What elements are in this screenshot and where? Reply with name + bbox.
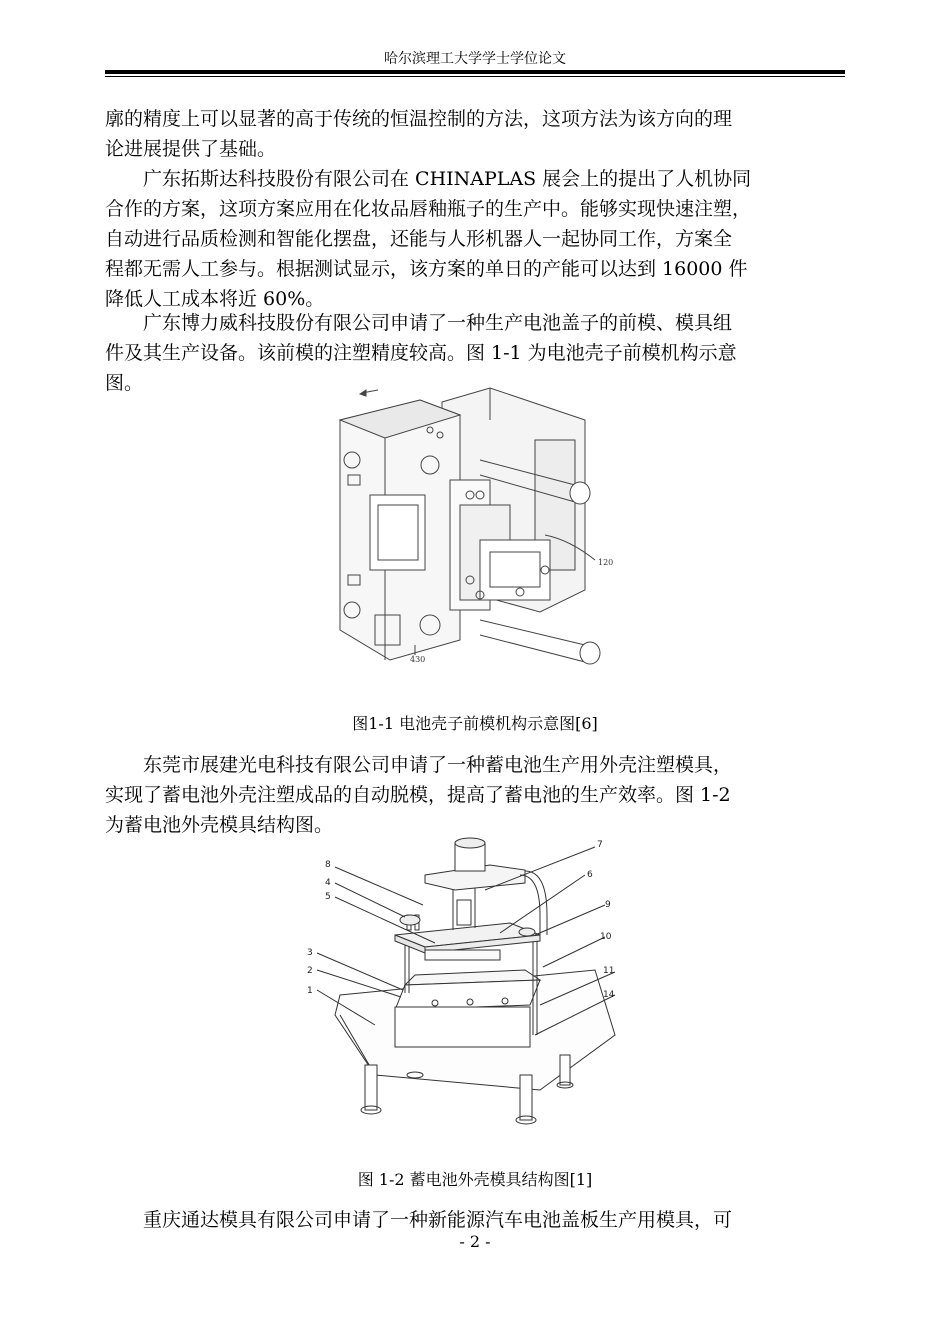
figure-label: 3 (307, 948, 313, 958)
text-line: 合作的方案，这项方案应用在化妆品唇釉瓶子的生产中。能够实现快速注塑， (105, 198, 752, 220)
paragraph-2 (105, 164, 845, 314)
text-line: 为蓄电池外壳模具结构图。 (105, 814, 334, 836)
text-line: 重庆通达模具有限公司申请了一种新能源汽车电池盖板生产用模具，可 (143, 1209, 733, 1231)
figure-1-caption: 图1-1 电池壳子前模机构示意图[6] (352, 714, 598, 733)
text-line: 广东博力威科技股份有限公司申请了一种生产电池盖子的前模、模具组 (143, 312, 733, 334)
figure-label: 9 (605, 900, 611, 910)
text-line: 实现了蓄电池外壳注塑成品的自动脱模，提高了蓄电池的生产效率。图 1-2 (105, 784, 731, 806)
text-line: 图。 (105, 372, 144, 394)
running-header: 哈尔滨理工大学学士学位论文 (384, 51, 566, 67)
figure-label: 120 (598, 558, 614, 567)
figure-mold-front-diagram (330, 380, 620, 665)
text-line: 廓的精度上可以显著的高于传统的恒温控制的方法，这项方法为该方向的理 (105, 108, 733, 130)
text-line: 程都无需人工参与。根据测试显示，该方案的单日的产能可以达到 16000 件 (105, 258, 748, 280)
figure-label: 10 (600, 932, 612, 942)
figure-2-caption: 图 1-2 蓄电池外壳模具结构图[1] (357, 1170, 593, 1189)
header-rule-thin (105, 76, 845, 77)
page-number: - 2 - (459, 1232, 491, 1251)
paragraph-1 (105, 104, 845, 164)
figure-label: 14 (603, 990, 615, 1000)
figure-label: 7 (597, 840, 603, 850)
figure-label: 11 (603, 966, 615, 976)
text-line: 广东拓斯达科技股份有限公司在 CHINAPLAS 展会上的提出了人机协同 (143, 168, 752, 190)
text-line: 东莞市展建光电科技有限公司申请了一种蓄电池生产用外壳注塑模具， (143, 754, 733, 776)
text-line: 论进展提供了基础。 (105, 138, 277, 160)
header-rule-thick (105, 70, 845, 74)
figure-label: 5 (325, 892, 331, 902)
text-line: 自动进行品质检测和智能化摆盘，还能与人形机器人一起协同工作，方案全 (105, 228, 733, 250)
text-line: 降低人工成本将近 60%。 (105, 288, 325, 310)
text-line: 件及其生产设备。该前模的注塑精度较高。图 1-1 为电池壳子前模机构示意 (105, 342, 737, 364)
figure-label: 2 (307, 966, 313, 976)
figure-label: 430 (410, 655, 426, 664)
figure-label: 6 (587, 870, 593, 880)
figure-label: 8 (325, 860, 331, 870)
paragraph-4 (105, 750, 845, 840)
paragraph-5 (105, 1205, 845, 1235)
figure-battery-case-mold-diagram (295, 835, 625, 1125)
figure-label: 1 (307, 986, 313, 996)
figure-label: 4 (325, 878, 331, 888)
